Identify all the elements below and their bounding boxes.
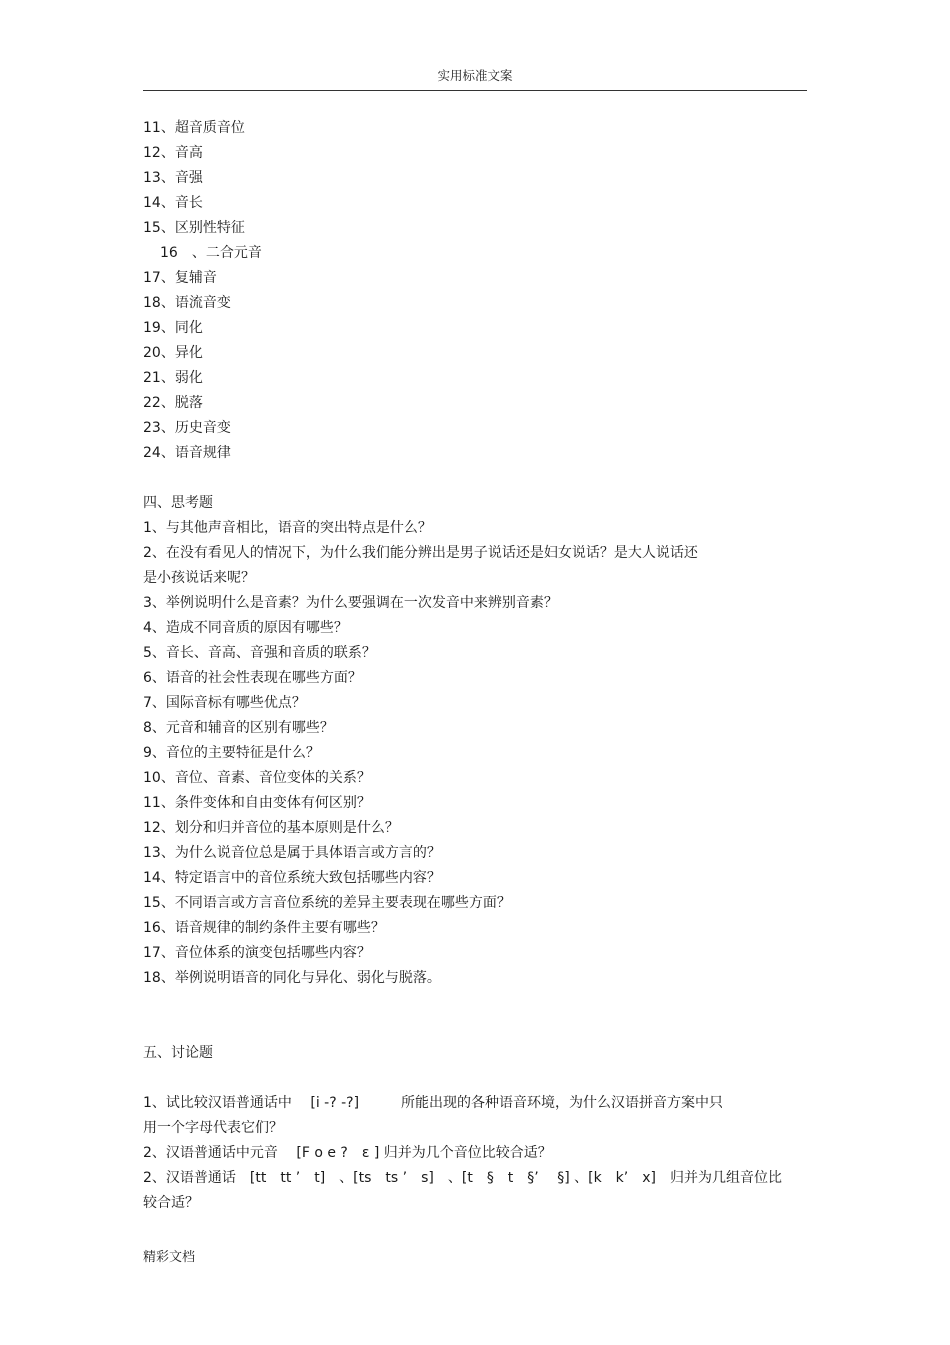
question-item: 9、音位的主要特征是什么？ <box>143 745 320 761</box>
term-list <box>143 116 807 466</box>
term-item: 17、复辅音 <box>143 270 217 286</box>
question-item: 13、为什么说音位总是属于具体语言或方言的？ <box>143 845 441 861</box>
question-item: 8、元音和辅音的区别有哪些？ <box>143 720 334 736</box>
term-item: 22、脱落 <box>143 395 203 411</box>
discussion-item: 1、试比较汉语普通话中 [i -? -?] 所能出现的各种语音环境，为什么汉语拼音方案中只 <box>143 1095 724 1111</box>
question-item: 16、语音规律的制约条件主要有哪些？ <box>143 920 385 936</box>
term-item: 18、语流音变 <box>143 295 231 311</box>
spacer <box>143 991 807 1041</box>
question-item: 18、举例说明语音的同化与异化、弱化与脱落。 <box>143 970 441 986</box>
spacer <box>143 1066 807 1091</box>
term-item: 16 、二合元音 <box>160 245 262 261</box>
section-title: 四、思考题 <box>143 495 213 511</box>
term-item: 24、语音规律 <box>143 445 231 461</box>
term-item: 13、音强 <box>143 170 203 186</box>
question-item: 5、音长、音高、音强和音质的联系？ <box>143 645 376 661</box>
section-title: 五、讨论题 <box>143 1045 213 1061</box>
page-header: 实用标准文案 <box>437 68 513 83</box>
section-thinking-questions <box>143 491 807 991</box>
document-body <box>143 116 807 1216</box>
term-item: 21、弱化 <box>143 370 203 386</box>
term-item: 23、历史音变 <box>143 420 231 436</box>
term-item: 11、超音质音位 <box>143 120 245 136</box>
question-item: 3、举例说明什么是音素？为什么要强调在一次发音中来辨别音素？ <box>143 595 558 611</box>
discussion-item: 2、汉语普通话 [tt tt ’ t] 、[ts ts ’ s] 、[t § t §’ §] 、[k k’ x] 归并为几组音位比 <box>143 1170 782 1186</box>
term-item: 14、音长 <box>143 195 203 211</box>
page-footer: 精彩文档 <box>143 1250 196 1265</box>
question-item: 4、造成不同音质的原因有哪些？ <box>143 620 348 636</box>
header-rule <box>143 90 807 91</box>
question-item: 7、国际音标有哪些优点？ <box>143 695 306 711</box>
question-item: 14、特定语言中的音位系统大致包括哪些内容？ <box>143 870 441 886</box>
term-item: 19、同化 <box>143 320 203 336</box>
question-item: 1、与其他声音相比，语音的突出特点是什么？ <box>143 520 432 536</box>
question-item: 2、在没有看见人的情况下，为什么我们能分辨出是男子说话还是妇女说话？是大人说话还 <box>143 545 698 561</box>
term-item: 12、音高 <box>143 145 203 161</box>
question-item: 6、语音的社会性表现在哪些方面？ <box>143 670 362 686</box>
discussion-item-continued: 较合适？ <box>143 1195 199 1211</box>
question-item: 15、不同语言或方言音位系统的差异主要表现在哪些方面？ <box>143 895 511 911</box>
section-discussion-questions <box>143 1041 807 1216</box>
question-item: 12、划分和归并音位的基本原则是什么？ <box>143 820 399 836</box>
discussion-item-continued: 用一个字母代表它们？ <box>143 1120 283 1136</box>
question-item-continued: 是小孩说话来呢？ <box>143 570 255 586</box>
discussion-item: 2、汉语普通话中元音 [F o e ? ε ] 归并为几个音位比较合适？ <box>143 1145 552 1161</box>
spacer <box>143 466 807 491</box>
question-item: 11、条件变体和自由变体有何区别？ <box>143 795 371 811</box>
question-item: 10、音位、音素、音位变体的关系？ <box>143 770 371 786</box>
term-item: 15、区别性特征 <box>143 220 245 236</box>
term-item: 20、异化 <box>143 345 203 361</box>
question-item: 17、音位体系的演变包括哪些内容？ <box>143 945 371 961</box>
